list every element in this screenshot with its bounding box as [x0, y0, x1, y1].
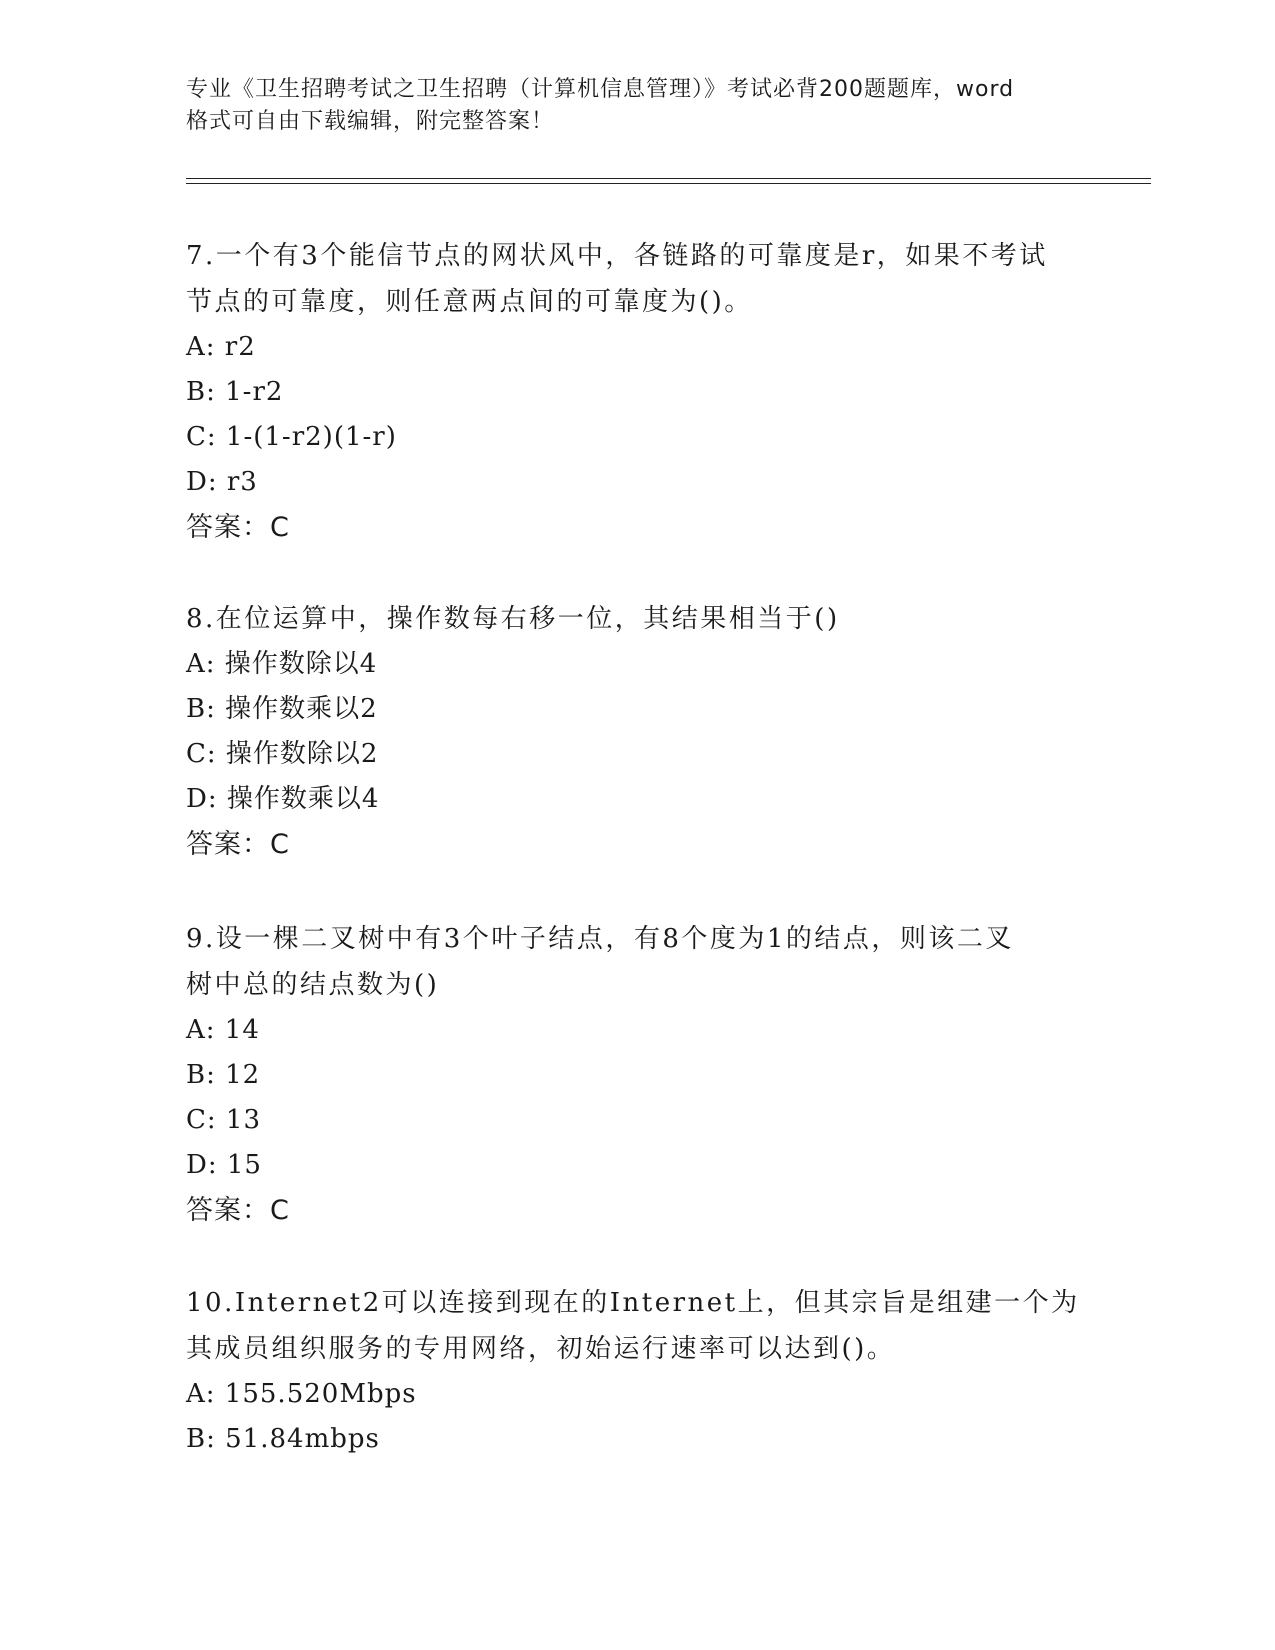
option-c: C: 操作数除以2 — [186, 739, 379, 769]
question-stem-line: 树中总的结点数为() — [186, 970, 440, 1000]
question-stem-line: 其成员组织服务的专用网络，初始运行速率可以达到()。 — [186, 1334, 896, 1364]
header-line-2: 格式可自由下载编辑，附完整答案！ — [186, 109, 555, 134]
option-a: A: r2 — [186, 332, 256, 362]
question-9 — [186, 916, 1086, 1234]
question-stem-line: 9.设一棵二叉树中有3个叶子结点，有8个度为1的结点，则该二叉 — [186, 924, 1014, 954]
option-a: A: 155.520Mbps — [186, 1379, 417, 1409]
option-a: A: 14 — [186, 1015, 260, 1045]
option-b: B: 操作数乘以2 — [186, 694, 378, 724]
question-10 — [186, 1280, 1086, 1462]
question-stem-line: 节点的可靠度，则任意两点间的可靠度为()。 — [186, 287, 753, 317]
option-c: C: 1-(1-r2)(1-r) — [186, 422, 397, 452]
option-d: D: r3 — [186, 467, 258, 497]
document-header — [186, 74, 1086, 138]
option-b: B: 1-r2 — [186, 377, 284, 407]
option-b: B: 12 — [186, 1060, 261, 1090]
header-line-1: 专业《卫生招聘考试之卫生招聘（计算机信息管理）》考试必背200题题库，word — [186, 77, 1015, 102]
question-7 — [186, 233, 1086, 551]
answer: 答案：C — [186, 512, 290, 543]
option-c: C: 13 — [186, 1105, 262, 1135]
question-8 — [186, 596, 1086, 868]
question-stem-line: 10.Internet2可以连接到现在的Internet上，但其宗旨是组建一个为 — [186, 1288, 1080, 1318]
header-divider-bottom — [186, 183, 1151, 184]
option-a: A: 操作数除以4 — [186, 649, 378, 679]
option-d: D: 15 — [186, 1150, 262, 1180]
answer: 答案：C — [186, 1195, 290, 1226]
question-stem-line: 8.在位运算中，操作数每右移一位，其结果相当于() — [186, 604, 840, 634]
option-d: D: 操作数乘以4 — [186, 784, 380, 814]
header-divider-top — [186, 178, 1151, 179]
answer: 答案：C — [186, 829, 290, 860]
option-b: B: 51.84mbps — [186, 1424, 380, 1454]
question-stem-line: 7.一个有3个能信节点的网状风中，各链路的可靠度是r，如果不考试 — [186, 241, 1048, 271]
